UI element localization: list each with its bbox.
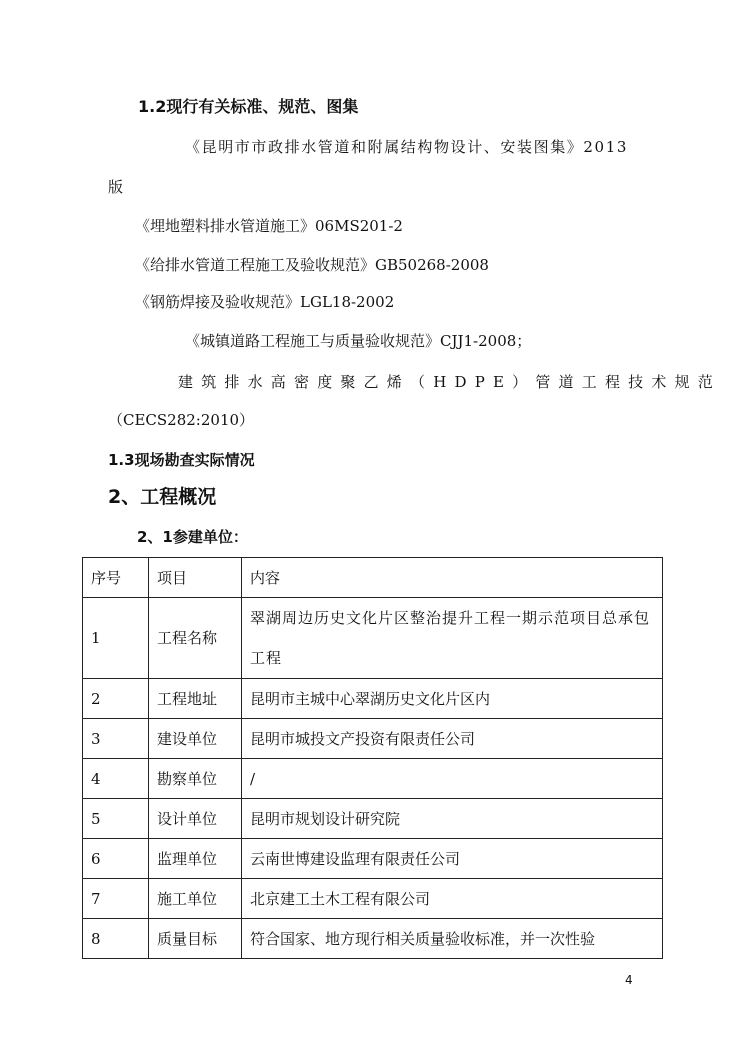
table-header-row xyxy=(83,558,663,598)
heading-1-2: 1.2现行有关标准、规范、图集 xyxy=(138,97,359,116)
cell-item: 勘察单位 xyxy=(149,759,242,799)
standard-item-cont: 版 xyxy=(108,178,124,196)
cell-index: 2 xyxy=(83,679,149,719)
cell-index: 4 xyxy=(83,759,149,799)
standard-item: 《钢筋焊接及验收规范》LGL18-2002 xyxy=(135,293,395,311)
table-row xyxy=(83,799,663,839)
standard-item: 《城镇道路工程施工与质量验收规范》CJJ1-2008； xyxy=(185,332,532,350)
table-row xyxy=(83,719,663,759)
cell-content: 符合国家、地方现行相关质量验收标准，并一次性验 xyxy=(242,919,663,959)
cell-item: 监理单位 xyxy=(149,839,242,879)
cell-index: 8 xyxy=(83,919,149,959)
header-cell: 序号 xyxy=(83,558,149,598)
cell-index: 1 xyxy=(83,598,149,679)
cell-index: 5 xyxy=(83,799,149,839)
cell-content: 北京建工土木工程有限公司 xyxy=(242,879,663,919)
cell-content: 昆明市规划设计研究院 xyxy=(242,799,663,839)
table-row xyxy=(83,759,663,799)
table-row xyxy=(83,598,663,679)
standard-item: 《给排水管道工程施工及验收规范》GB50268-2008 xyxy=(135,256,489,274)
header-cell: 内容 xyxy=(242,558,663,598)
standard-item: 《埋地塑料排水管道施工》06MS201-2 xyxy=(135,217,403,235)
cell-content: 昆明市城投文产投资有限责任公司 xyxy=(242,719,663,759)
page-number: 4 xyxy=(625,973,633,987)
cell-content: / xyxy=(242,759,663,799)
participants-table xyxy=(82,557,663,959)
cell-content: 昆明市主城中心翠湖历史文化片区内 xyxy=(242,679,663,719)
standard-item: 《昆明市市政排水管道和附属结构物设计、安装图集》2013 xyxy=(185,138,628,156)
cell-index: 6 xyxy=(83,839,149,879)
standard-item-cont: （CECS282:2010） xyxy=(108,411,255,429)
cell-item: 施工单位 xyxy=(149,879,242,919)
cell-content: 云南世博建设监理有限责任公司 xyxy=(242,839,663,879)
cell-item: 工程名称 xyxy=(149,598,242,679)
cell-item: 工程地址 xyxy=(149,679,242,719)
cell-index: 7 xyxy=(83,879,149,919)
table-row xyxy=(83,679,663,719)
cell-item: 设计单位 xyxy=(149,799,242,839)
cell-index: 3 xyxy=(83,719,149,759)
header-cell: 项目 xyxy=(149,558,242,598)
table-row xyxy=(83,839,663,879)
heading-2-1: 2、1参建单位： xyxy=(137,528,248,546)
heading-1-3: 1.3现场勘查实际情况 xyxy=(108,451,255,469)
table-row xyxy=(83,919,663,959)
table-row xyxy=(83,879,663,919)
cell-item: 建设单位 xyxy=(149,719,242,759)
cell-item: 质量目标 xyxy=(149,919,242,959)
heading-2: 2、工程概况 xyxy=(108,486,217,508)
cell-content: 翠湖周边历史文化片区整治提升工程一期示范项目总承包工程 xyxy=(242,598,663,679)
standard-item: 建筑排水高密度聚乙烯（HDPE）管道工程技术规范 xyxy=(178,373,721,391)
